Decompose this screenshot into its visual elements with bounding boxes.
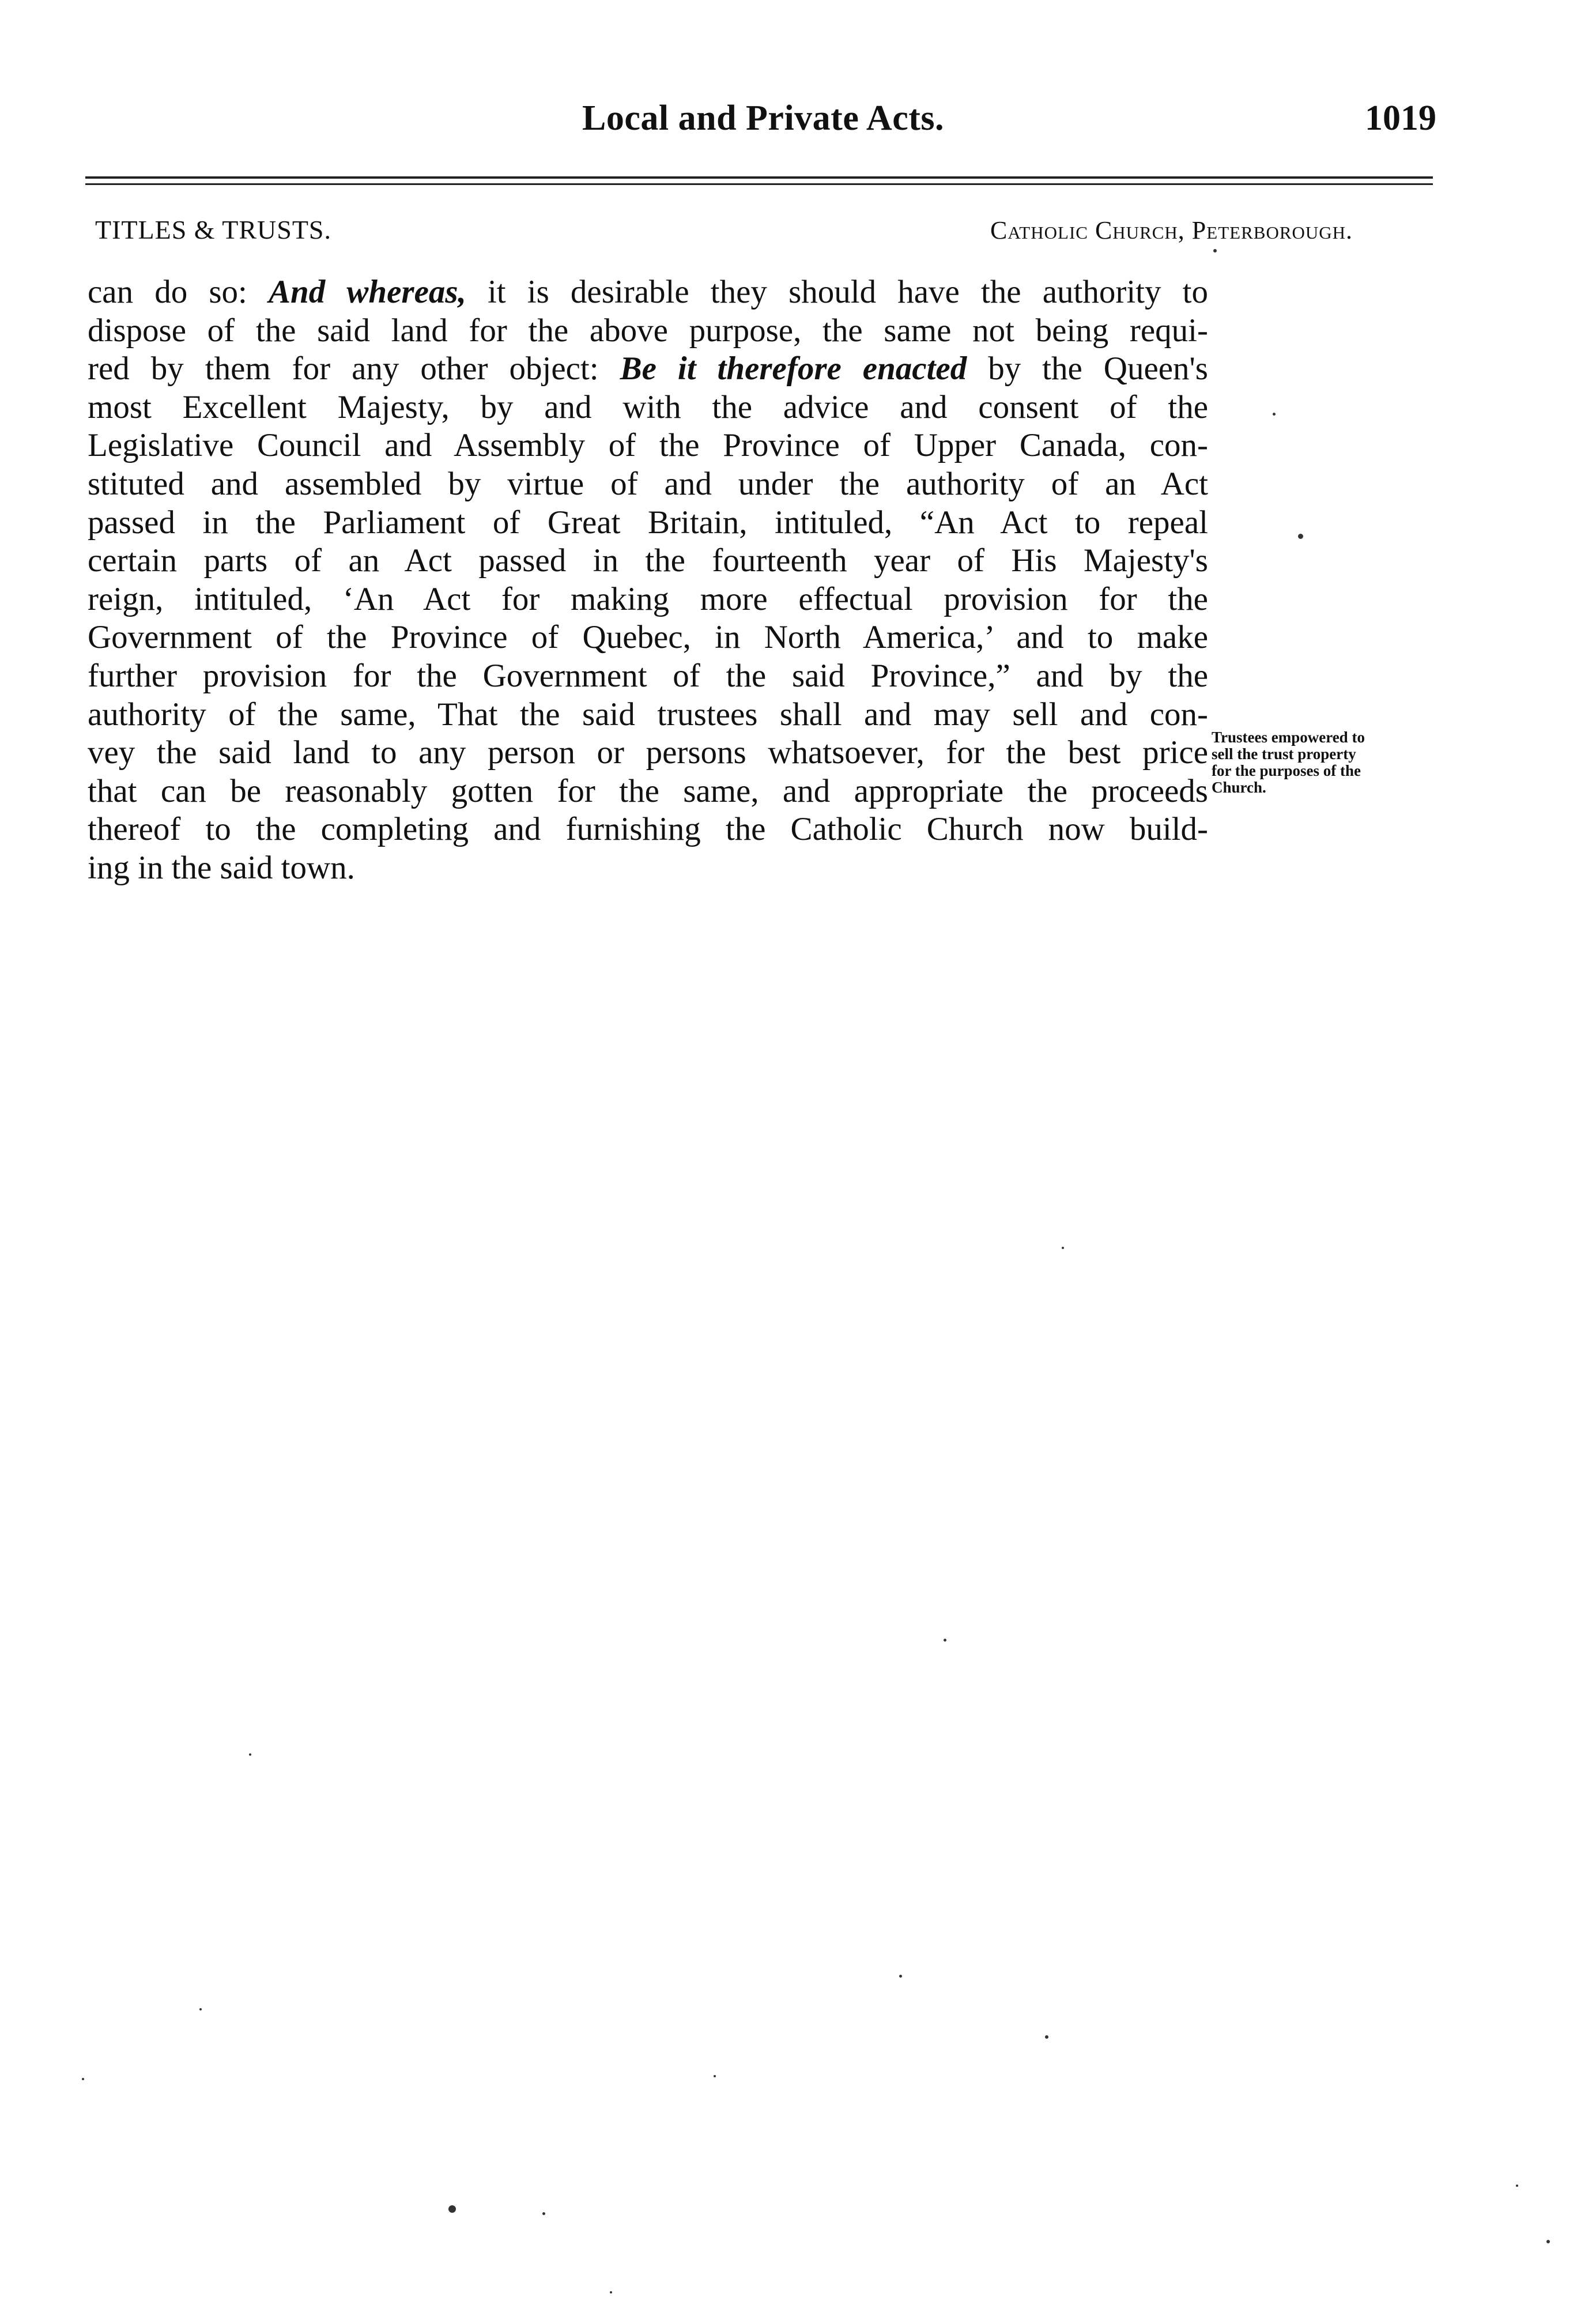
scan-speck	[1062, 1247, 1064, 1249]
scan-speck	[1045, 2035, 1048, 2039]
header-rule-bottom	[85, 183, 1433, 185]
text-run: passed in the Parliament of Great Britain, intituled, “An Act to repeal	[88, 504, 1208, 541]
text-run: dispose of the said land for the above purpose, the same not being requi-	[88, 312, 1208, 349]
scan-speck	[249, 1753, 251, 1756]
text-line	[88, 273, 1208, 312]
scan-speck	[448, 2205, 456, 2213]
text-line	[88, 657, 1208, 696]
italic-text-run: Be it therefore enacted	[620, 350, 967, 387]
section-heading-right: Catholic Church, Peterborough.	[990, 216, 1353, 244]
running-title: Local and Private Acts.	[582, 99, 944, 138]
text-line	[88, 772, 1208, 811]
margin-note-line: Church.	[1212, 779, 1266, 796]
margin-note	[1212, 729, 1431, 796]
text-run: ing in the said town.	[88, 849, 355, 886]
text-line	[88, 580, 1208, 619]
text-run: Legislative Council and Assembly of the Province of Upper Canada, con-	[88, 427, 1208, 464]
text-run: further provision for the Government of the said Province,” and by the	[88, 657, 1208, 694]
section-heading-left: TITLES & TRUSTS.	[95, 215, 332, 244]
text-run: reign, intituled, ‘An Act for making more effectual provision for the	[88, 580, 1208, 617]
scan-speck	[1298, 534, 1303, 539]
text-line	[88, 312, 1208, 350]
margin-note-line: sell the trust property	[1212, 745, 1356, 763]
italic-text-run: And whereas,	[269, 274, 466, 310]
text-run: that can be reasonably gotten for the same, and appropriate the proceeds	[88, 772, 1208, 809]
text-line	[88, 618, 1208, 657]
running-head	[0, 98, 1596, 150]
scan-speck	[542, 2212, 545, 2215]
text-line	[88, 849, 1208, 888]
scan-speck	[82, 2078, 84, 2080]
scan-speck	[199, 2008, 202, 2010]
scan-speck	[1516, 2185, 1518, 2187]
scan-speck	[1213, 249, 1217, 252]
text-run: most Excellent Majesty, by and with the advice and consent of the	[88, 388, 1208, 425]
text-run: authority of the same, That the said trustees shall and may sell and con-	[88, 696, 1208, 733]
text-line	[88, 350, 1208, 388]
text-line	[88, 734, 1208, 772]
scan-speck	[714, 2075, 716, 2077]
text-run: can do so:	[88, 274, 269, 310]
text-line	[88, 696, 1208, 734]
body-text	[88, 273, 1208, 888]
margin-note-line: for the purposes of the	[1212, 762, 1361, 779]
scan-speck	[610, 2291, 612, 2293]
text-line	[88, 388, 1208, 427]
text-run: red by them for any other object:	[88, 350, 620, 387]
text-run: vey the said land to any person or persons whatsoever, for the best price	[88, 734, 1208, 771]
scan-speck	[1546, 2240, 1550, 2243]
page-number: 1019	[1365, 99, 1436, 138]
scan-speck	[1273, 413, 1276, 416]
text-line	[88, 465, 1208, 504]
text-run: certain parts of an Act passed in the fourteenth year of His Majesty's	[88, 542, 1208, 579]
text-line	[88, 427, 1208, 465]
text-run: by the Queen's	[967, 350, 1208, 387]
header-rule-top	[85, 176, 1433, 179]
text-run: stituted and assembled by virtue of and under the authority of an Act	[88, 465, 1208, 502]
text-line	[88, 504, 1208, 542]
scan-speck	[899, 1975, 902, 1978]
text-run: Government of the Province of Quebec, in North America,’ and to make	[88, 619, 1208, 656]
text-line	[88, 542, 1208, 580]
text-line	[88, 810, 1208, 849]
text-run: thereof to the completing and furnishing the Catholic Church now build-	[88, 811, 1208, 848]
text-run: it is desirable they should have the authority to	[466, 274, 1208, 310]
margin-note-line: Trustees empowered to	[1212, 729, 1365, 746]
scan-speck	[944, 1639, 946, 1642]
